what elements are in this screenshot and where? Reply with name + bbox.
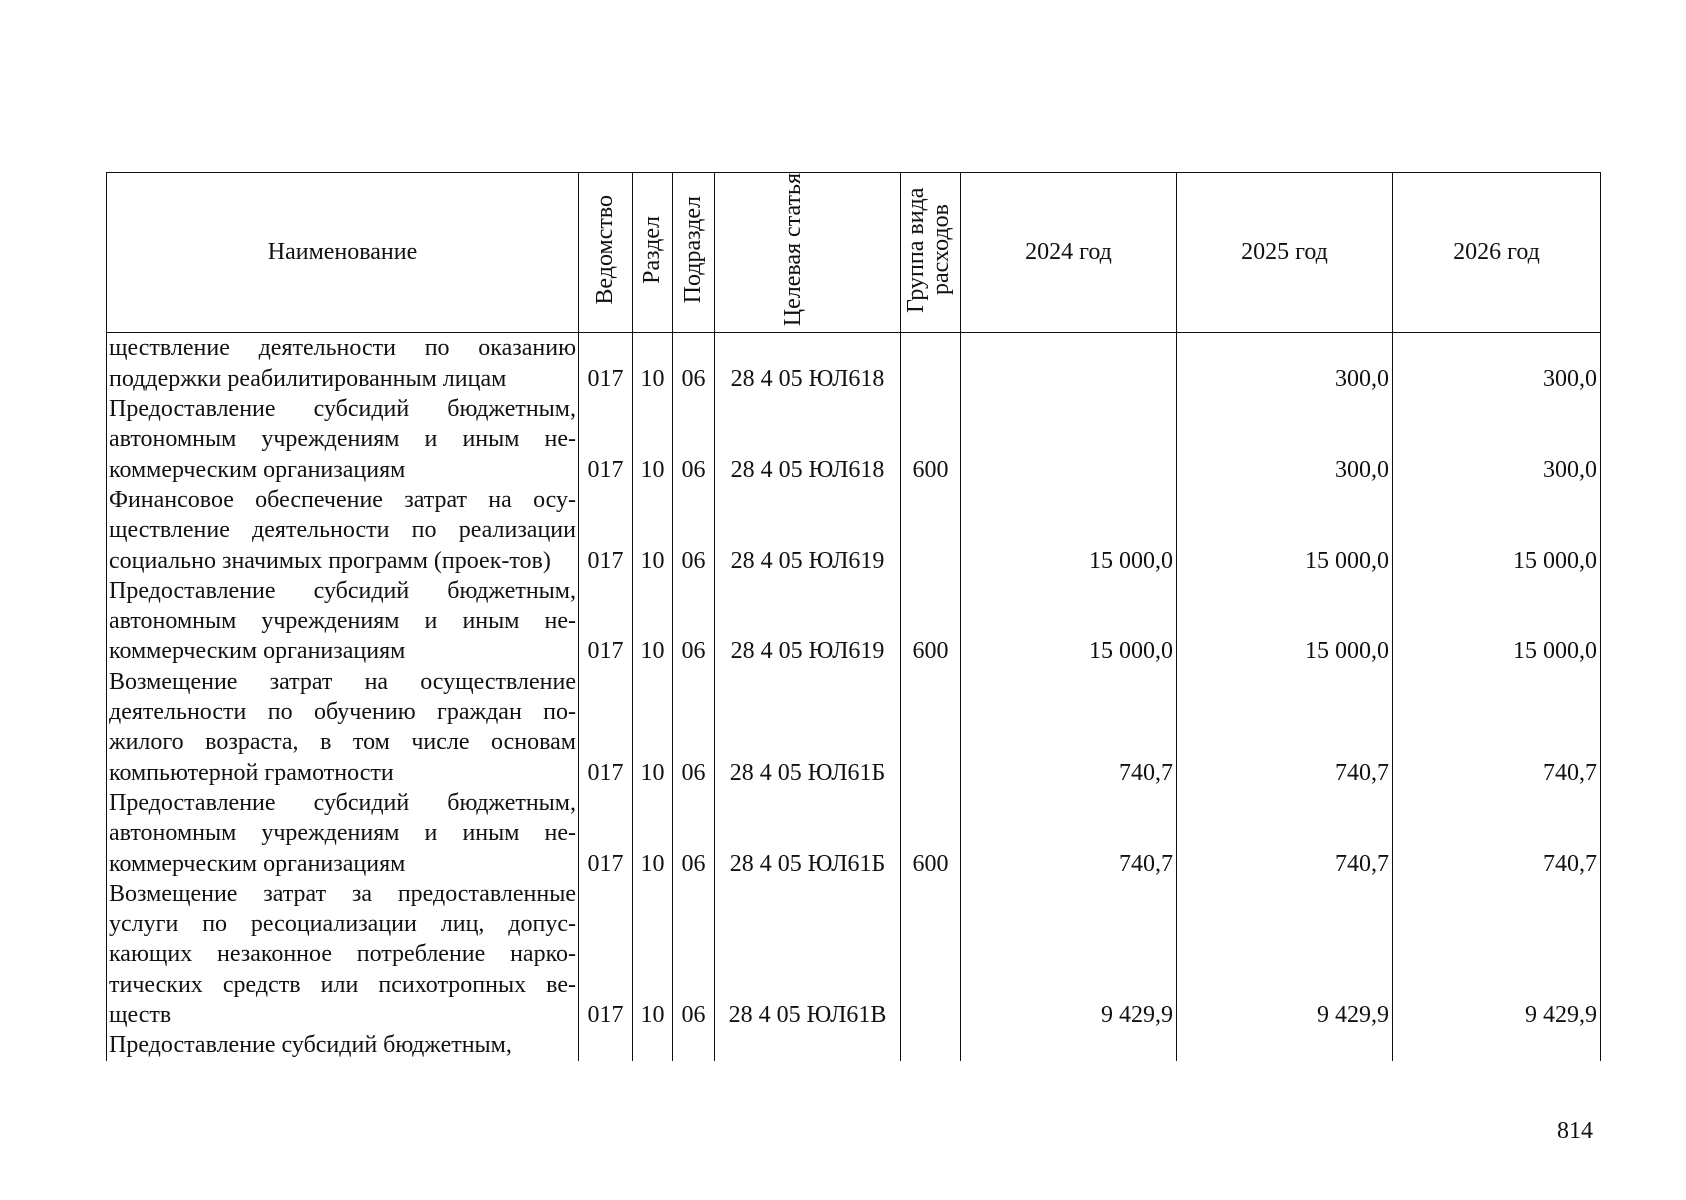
row-expense-group-cell	[901, 333, 961, 394]
row-amount-2026-cell: 15 000,0	[1393, 485, 1601, 576]
row-amount-2025-cell	[1177, 1030, 1393, 1060]
row-amount-2026-cell: 15 000,0	[1393, 576, 1601, 667]
page-number: 814	[1557, 1118, 1593, 1144]
row-amount-2025-cell: 9 429,9	[1177, 879, 1393, 1030]
table-row	[107, 1030, 1601, 1060]
row-name-cell: Предоставление субсидий бюджетным, автономным учреждениям и иным не-коммерческим организациям	[107, 576, 579, 667]
table-row	[107, 667, 1601, 788]
row-expense-group-cell: 600	[901, 394, 961, 485]
header-expense-group: Группа вида расходов	[901, 173, 961, 333]
row-subsection-cell: 06	[673, 394, 715, 485]
row-target-article-cell: 28 4 05 ЮЛ618	[715, 394, 901, 485]
row-section-cell: 10	[633, 879, 673, 1030]
row-subsection-cell: 06	[673, 576, 715, 667]
row-section-cell: 10	[633, 667, 673, 788]
table-row	[107, 394, 1601, 485]
row-amount-2024-cell: 9 429,9	[961, 879, 1177, 1030]
row-expense-group-cell	[901, 879, 961, 1030]
row-department-cell: 017	[579, 879, 633, 1030]
row-section-cell: 10	[633, 485, 673, 576]
row-amount-2024-cell: 740,7	[961, 667, 1177, 788]
row-target-article-cell: 28 4 05 ЮЛ618	[715, 333, 901, 394]
table-row	[107, 879, 1601, 1030]
row-subsection-cell: 06	[673, 667, 715, 788]
row-expense-group-cell	[901, 485, 961, 576]
row-expense-group-cell: 600	[901, 788, 961, 879]
row-department-cell: 017	[579, 485, 633, 576]
row-subsection-cell: 06	[673, 879, 715, 1030]
row-amount-2025-cell: 15 000,0	[1177, 485, 1393, 576]
row-amount-2026-cell: 300,0	[1393, 333, 1601, 394]
table-row	[107, 333, 1601, 394]
row-amount-2026-cell: 740,7	[1393, 667, 1601, 788]
row-amount-2024-cell: 15 000,0	[961, 576, 1177, 667]
row-amount-2024-cell	[961, 1030, 1177, 1060]
row-amount-2024-cell	[961, 333, 1177, 394]
header-subsection: Подраздел	[673, 173, 715, 333]
row-section-cell: 10	[633, 394, 673, 485]
row-amount-2025-cell: 740,7	[1177, 667, 1393, 788]
row-section-cell: 10	[633, 576, 673, 667]
row-expense-group-cell: 600	[901, 576, 961, 667]
row-name-cell: Предоставление субсидий бюджетным, автономным учреждениям и иным не-коммерческим организациям	[107, 394, 579, 485]
row-amount-2025-cell: 15 000,0	[1177, 576, 1393, 667]
row-target-article-cell: 28 4 05 ЮЛ61В	[715, 879, 901, 1030]
header-year-2025: 2025 год	[1177, 173, 1393, 333]
row-amount-2024-cell: 15 000,0	[961, 485, 1177, 576]
row-name-cell: Предоставление субсидий бюджетным, автономным учреждениям и иным не-коммерческим организациям	[107, 788, 579, 879]
table-header-row	[107, 173, 1601, 333]
row-target-article-cell: 28 4 05 ЮЛ619	[715, 576, 901, 667]
row-name-cell: Финансовое обеспечение затрат на осу-ществление деятельности по реализации социально значимых программ (проек-тов)	[107, 485, 579, 576]
row-amount-2026-cell: 300,0	[1393, 394, 1601, 485]
row-amount-2026-cell: 740,7	[1393, 788, 1601, 879]
row-department-cell	[579, 1030, 633, 1060]
row-name-cell: Возмещение затрат за предоставленные услуги по ресоциализации лиц, допус-кающих незаконное потребление нарко-тических средств или психотропных ве-ществ	[107, 879, 579, 1030]
header-target-article: Целевая статья	[715, 173, 901, 333]
row-expense-group-cell	[901, 1030, 961, 1060]
row-target-article-cell: 28 4 05 ЮЛ61Б	[715, 667, 901, 788]
header-name: Наименование	[107, 173, 579, 333]
row-name-cell: Возмещение затрат на осуществление деятельности по обучению граждан по-жилого возраста, в том числе основам компьютерной грамотности	[107, 667, 579, 788]
row-amount-2025-cell: 740,7	[1177, 788, 1393, 879]
row-amount-2024-cell	[961, 394, 1177, 485]
header-department: Ведомство	[579, 173, 633, 333]
table-row	[107, 576, 1601, 667]
row-target-article-cell: 28 4 05 ЮЛ619	[715, 485, 901, 576]
row-target-article-cell: 28 4 05 ЮЛ61Б	[715, 788, 901, 879]
header-section: Раздел	[633, 173, 673, 333]
row-target-article-cell	[715, 1030, 901, 1060]
row-subsection-cell: 06	[673, 485, 715, 576]
row-amount-2025-cell: 300,0	[1177, 333, 1393, 394]
row-section-cell: 10	[633, 788, 673, 879]
row-name-cell: Предоставление субсидий бюджетным,	[107, 1030, 579, 1060]
table-row	[107, 485, 1601, 576]
row-amount-2025-cell: 300,0	[1177, 394, 1393, 485]
row-section-cell: 10	[633, 333, 673, 394]
row-amount-2024-cell: 740,7	[961, 788, 1177, 879]
row-subsection-cell	[673, 1030, 715, 1060]
row-department-cell: 017	[579, 788, 633, 879]
row-amount-2026-cell: 9 429,9	[1393, 879, 1601, 1030]
row-subsection-cell: 06	[673, 333, 715, 394]
table-row	[107, 788, 1601, 879]
budget-table	[106, 172, 1601, 1061]
row-expense-group-cell	[901, 667, 961, 788]
row-section-cell	[633, 1030, 673, 1060]
row-department-cell: 017	[579, 333, 633, 394]
row-department-cell: 017	[579, 667, 633, 788]
row-name-cell: ществление деятельности по оказанию поддержки реабилитированным лицам	[107, 333, 579, 394]
header-year-2026: 2026 год	[1393, 173, 1601, 333]
row-subsection-cell: 06	[673, 788, 715, 879]
header-year-2024: 2024 год	[961, 173, 1177, 333]
row-department-cell: 017	[579, 576, 633, 667]
row-amount-2026-cell	[1393, 1030, 1601, 1060]
row-department-cell: 017	[579, 394, 633, 485]
